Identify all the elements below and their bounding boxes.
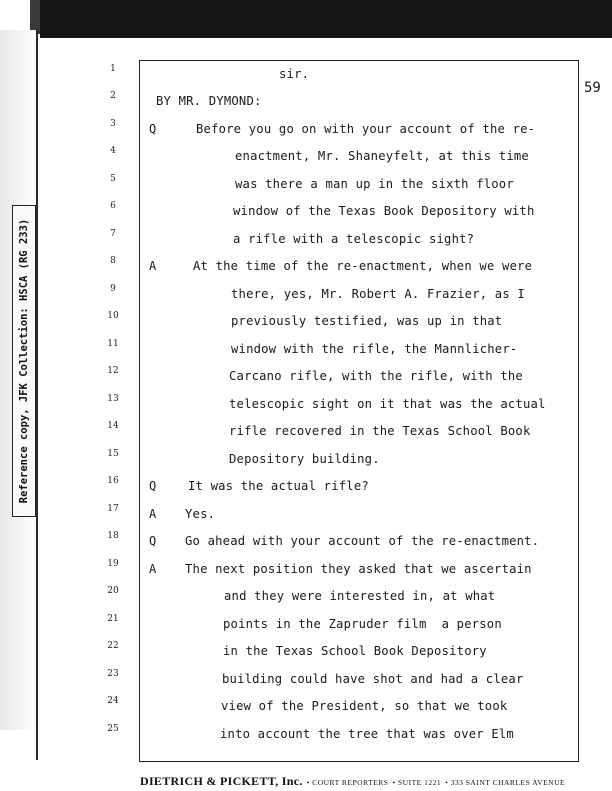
page-number: 59 <box>584 80 601 96</box>
line-number: 4 <box>110 146 116 156</box>
line-number: 22 <box>107 641 119 651</box>
footer-suite: SUITE 1221 <box>397 778 442 787</box>
transcript-line: Carcano rifle, with the rifle, with the <box>229 369 523 383</box>
line-number: 12 <box>107 366 119 376</box>
footer-address: 333 SAINT CHARLES AVENUE <box>450 778 566 787</box>
archive-stamp-text: Reference copy, JFK Collection: HSCA (RG 233) <box>18 218 30 504</box>
line-number: 25 <box>107 724 119 734</box>
line-number: 9 <box>110 284 116 294</box>
transcript-line: into account the tree that was over Elm <box>220 727 514 741</box>
line-number: 10 <box>107 311 119 321</box>
answer-marker: A <box>149 259 157 273</box>
question-marker: Q <box>149 479 157 493</box>
page-left-rule <box>36 30 38 760</box>
transcript-line: window with the rifle, the Mannlicher- <box>231 342 518 356</box>
line-number: 1 <box>110 64 116 74</box>
line-number: 8 <box>110 256 116 266</box>
transcript-line: enactment, Mr. Shaneyfelt, at this time <box>235 149 529 163</box>
line-number: 6 <box>110 201 116 211</box>
transcript-line: a rifle with a telescopic sight? <box>233 232 475 246</box>
footer-firm: DIETRICH & PICKETT, Inc. <box>140 774 303 788</box>
transcript-line: The next position they asked that we ascertain <box>185 562 532 576</box>
transcript-line: and they were interested in, at what <box>224 589 496 603</box>
line-number: 19 <box>107 559 119 569</box>
transcript-line: At the time of the re-enactment, when we were <box>193 259 533 273</box>
footer-service: COURT REPORTERS <box>312 778 389 787</box>
scan-top-bar <box>40 0 612 38</box>
transcript-line: building could have shot and had a clear <box>222 672 524 686</box>
transcript-line: It was the actual rifle? <box>188 479 369 493</box>
line-number: 18 <box>107 531 119 541</box>
question-marker: Q <box>149 534 157 548</box>
transcript-line: previously testified, was up in that <box>231 314 503 328</box>
line-number: 20 <box>107 586 119 596</box>
line-number: 16 <box>107 476 119 486</box>
transcript-line: telescopic sight on it that was the actual <box>229 397 546 411</box>
transcript-line: view of the President, so that we took <box>221 699 508 713</box>
transcript-line: there, yes, Mr. Robert A. Frazier, as I <box>231 287 525 301</box>
transcript-line: sir. <box>279 67 310 81</box>
question-marker: Q <box>149 122 157 136</box>
line-number: 7 <box>110 229 116 239</box>
line-number: 23 <box>107 669 119 679</box>
line-number: 3 <box>110 119 116 129</box>
transcript-line: was there a man up in the sixth floor <box>235 177 514 191</box>
line-number: 2 <box>110 91 116 101</box>
line-number: 15 <box>107 449 119 459</box>
answer-marker: A <box>149 507 157 521</box>
line-number: 14 <box>107 421 119 431</box>
transcript-line: Go ahead with your account of the re-enactment. <box>185 534 540 548</box>
transcript-line: points in the Zapruder film a person <box>223 617 502 631</box>
transcript-line: Depository building. <box>229 452 380 466</box>
transcript-line: in the Texas School Book Depository <box>223 644 487 658</box>
transcript-line: BY MR. DYMOND: <box>156 94 262 108</box>
line-number: 13 <box>107 394 119 404</box>
transcript-line: Before you go on with your account of the re- <box>196 122 536 136</box>
line-number: 17 <box>107 504 119 514</box>
line-number: 5 <box>110 174 116 184</box>
line-number: 21 <box>107 614 119 624</box>
transcript-line: Yes. <box>185 507 216 521</box>
line-number: 11 <box>107 339 119 349</box>
line-number: 24 <box>107 696 119 706</box>
transcript-line: window of the Texas Book Depository with <box>233 204 535 218</box>
footer: DIETRICH & PICKETT, Inc. • COURT REPORTERS • SUITE 1221 • 333 SAINT CHARLES AVENUE <box>140 774 566 788</box>
transcript-line: rifle recovered in the Texas School Book <box>229 424 531 438</box>
archive-stamp <box>12 205 36 517</box>
answer-marker: A <box>149 562 157 576</box>
